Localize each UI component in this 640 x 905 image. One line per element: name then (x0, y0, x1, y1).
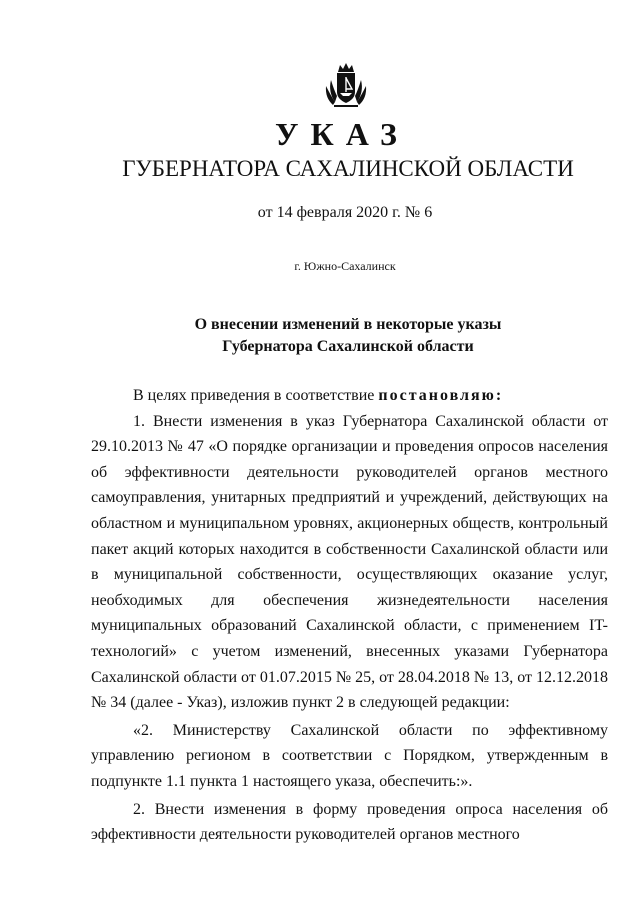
heading-line-1: О внесении изменений в некоторые указы (194, 316, 502, 333)
intro-text: В целях приведения в соответствие (133, 387, 379, 404)
document-date-number: от 14 февраля 2020 г. № 6 (257, 204, 433, 221)
document-subtitle: ГУБЕРНАТОРА САХАЛИНСКОЙ ОБЛАСТИ (122, 156, 574, 181)
document-title: УКАЗ (275, 116, 409, 152)
coat-of-arms-icon (322, 62, 370, 110)
paragraph-1: 1. Внести изменения в указ Губернатора Сахалинской области от 29.10.2013 № 47 «О порядке организации и проведения опросов населения об эффективности деятельности руководителей органов местного самоуправления, унитарных предприятий и учреждений, действующих на областном и муниципальном уровнях, акционерных обществ, контрольный пакет акций которых находится в собственности Сахалинской области или в муниципальной собственности, осуществляющих оказание услуг, необходимых для обеспечения жизнедеятельности населения муниципальных образований Сахалинской области, с применением IT-технологий» с учетом изменений, внесенных указами Губернатора Сахалинской области от 01.07.2015 № 25, от 28.04.2018 № 13, от 12.12.2018 № 34 (далее - Указ), изложив пункт 2 в следующей редакции: (91, 412, 608, 712)
document-heading (0, 314, 640, 358)
document-body (91, 383, 608, 848)
heading-line-2: Губернатора Сахалинской области (222, 338, 474, 355)
paragraph-3: 2. Внести изменения в форму проведения опроса населения об эффективности деятельности руководителей органов местного (91, 800, 608, 844)
document-city: г. Южно-Сахалинск (294, 259, 396, 273)
intro-paragraph (91, 383, 608, 409)
paragraph-2: «2. Министерству Сахалинской области по эффективному управлению регионом в соответствии с Порядком, утвержденным в подпункте 1.1 пункта 1 настоящего указа, обеспечить:». (91, 721, 608, 790)
intro-decree: постановляю: (378, 387, 504, 404)
